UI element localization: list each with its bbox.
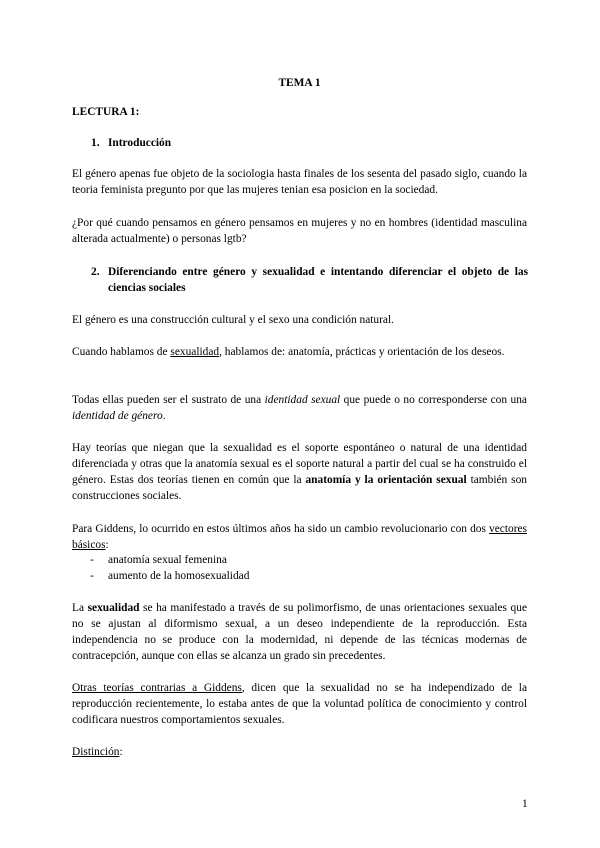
paragraph-giddens: Para Giddens, lo ocurrido en estos últimos años ha sido un cambio revolucionario con dos vectores básicos: [72,523,527,551]
page-number: 1 [522,798,528,810]
bullet-text: aumento de la homosexualidad [108,570,250,582]
bullet-marker: - [90,554,94,566]
paragraph-theories: Hay teorías que niegan que la sexualidad es el soporte espontáneo o natural de una identidad diferenciada y otras que la anatomía sexual es el soporte natural a partir del cual se ha construido el género. Estas dos teorías tienen en común que la anatomía y la orientación sexual también son construcciones sociales. [72,442,527,502]
section-2-title: Diferenciando entre género y sexualidad e intentando diferenciar el objeto de las ciencias sociales [108,266,528,294]
paragraph-intro: El género apenas fue objeto de la sociologia hasta finales de los sesenta del pasado siglo, cuando la teoria feminista pregunto por que las mujeres tenian esa posicion en la sociedad. [72,168,527,196]
section-1-number: 1. [91,137,100,149]
term-identidad-sexual: identidad sexual [264,394,341,406]
term-sexualidad-bold: sexualidad [87,602,140,614]
term-vectores-basicos: vectores básicos [72,523,527,551]
section-1-title: Introducción [108,137,172,149]
lecture-heading: LECTURA 1: [72,106,140,118]
paragraph-sexuality: Cuando hablamos de sexualidad, hablamos de: anatomía, prácticas y orientación de los deseos. [72,346,505,358]
bullet-marker: - [90,570,94,582]
term-distincion: Distinción [72,746,120,758]
paragraph-distinction: Distinción: [72,746,123,758]
section-2-number: 2. [91,266,100,278]
paragraph-identity: Todas ellas pueden ser el sustrato de una identidad sexual que puede o no corresponderse con una identidad de género. [72,394,527,422]
bullet-text: anatomía sexual femenina [108,554,227,566]
term-sexualidad: sexualidad [170,346,220,358]
paragraph-gender-sex: El género es una construcción cultural y el sexo una condición natural. [72,314,394,326]
paragraph-polymorphism: La sexualidad se ha manifestado a través de su polimorfismo, de unas orientaciones sexuales que no se ajustan al diformismo sexual, a un deseo independiente de la reproducción. Esta independencia no se produce con la modernidad, ni depende de las técnicas modernas de contracepción, aunque con ellas se alcanza un grado sin precedentes. [72,602,527,662]
term-anatomia-orientacion: anatomía y la orientación sexual [305,474,467,486]
term-otras-teorias: Otras teorías contrarias a Giddens [72,682,242,694]
term-identidad-genero: identidad de género [72,410,163,422]
paragraph-other-theories: Otras teorías contrarias a Giddens, dicen que la sexualidad no se ha independizado de la reproducción recientemente, lo estaba antes de que la voluntad política de conocimiento y control codificara nuestros comportamientos sexuales. [72,682,527,726]
page-title: TEMA 1 [278,77,321,89]
paragraph-question: ¿Por qué cuando pensamos en género pensamos en mujeres y no en hombres (identidad masculina alterada actualmente) o personas lgtb? [72,217,527,245]
